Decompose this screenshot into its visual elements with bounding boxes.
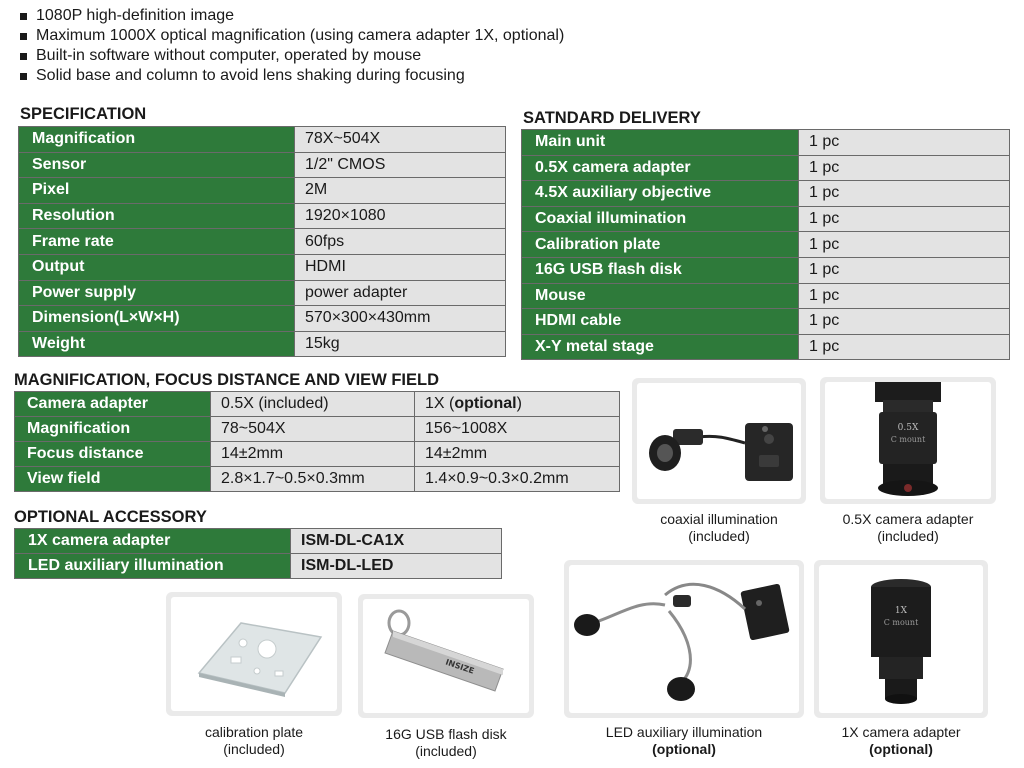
table-row — [19, 152, 506, 178]
spec-value: 78X~504X — [295, 127, 506, 153]
spec-label: Output — [19, 254, 295, 280]
accessory-label: LED auxiliary illumination — [15, 554, 291, 579]
caption-line: 1X camera adapter — [841, 724, 961, 740]
spec-label: Pixel — [19, 178, 295, 204]
table-row — [15, 442, 620, 467]
mag-value-1x: 1.4×0.9~0.3×0.2mm — [415, 467, 620, 492]
feature-item: Solid base and column to avoid lens shaking during focusing — [18, 66, 564, 86]
table-row — [522, 206, 1010, 232]
adapter-1x-caption — [814, 724, 988, 758]
spec-value: 1/2" CMOS — [295, 152, 506, 178]
delivery-heading: SATNDARD DELIVERY — [523, 109, 701, 127]
caption-line: (included) — [415, 743, 477, 759]
delivery-qty: 1 pc — [799, 232, 1010, 258]
accessory-label: 1X camera adapter — [15, 529, 291, 554]
led-illumination-image — [569, 565, 799, 713]
accessory-code: ISM-DL-LED — [291, 554, 502, 579]
feature-item: 1080P high-definition image — [18, 6, 564, 26]
spec-label: Dimension(L×W×H) — [19, 306, 295, 332]
caption-line: 0.5X camera adapter — [842, 511, 974, 527]
delivery-label: HDMI cable — [522, 309, 799, 335]
optional-emphasis: optional — [656, 741, 712, 757]
delivery-qty: 1 pc — [799, 181, 1010, 207]
calibration-plate-caption — [166, 724, 342, 758]
text-suffix: ) — [516, 395, 522, 412]
spec-value: 1920×1080 — [295, 203, 506, 229]
optional-emphasis: optional — [873, 741, 929, 757]
spec-value: 2M — [295, 178, 506, 204]
delivery-qty: 1 pc — [799, 334, 1010, 360]
accessory-heading: OPTIONAL ACCESSORY — [14, 508, 207, 526]
table-row — [15, 467, 620, 492]
delivery-qty: 1 pc — [799, 283, 1010, 309]
feature-item: Maximum 1000X optical magnification (using camera adapter 1X, optional) — [18, 26, 564, 46]
mag-value-half: 2.8×1.7~0.5×0.3mm — [211, 467, 415, 492]
delivery-qty: 1 pc — [799, 257, 1010, 283]
table-row — [19, 306, 506, 332]
accessory-table — [14, 528, 502, 579]
delivery-qty: 1 pc — [799, 130, 1010, 156]
table-row — [15, 417, 620, 442]
lens-marking: 1X — [894, 606, 908, 616]
mag-label: Focus distance — [15, 442, 211, 467]
table-row — [19, 229, 506, 255]
calibration-plate-image — [171, 597, 337, 711]
spec-label: Resolution — [19, 203, 295, 229]
adapter-05x-image — [825, 382, 991, 499]
coaxial-illumination-photo — [632, 378, 806, 504]
delivery-label: Mouse — [522, 283, 799, 309]
caption-line: (included) — [688, 528, 750, 544]
spec-label: Sensor — [19, 152, 295, 178]
table-row — [15, 554, 502, 579]
mag-value-1x: 156~1008X — [415, 417, 620, 442]
text-prefix: 1X ( — [425, 395, 455, 412]
table-row — [522, 309, 1010, 335]
table-row — [19, 280, 506, 306]
table-row — [522, 334, 1010, 360]
spec-value: HDMI — [295, 254, 506, 280]
magnification-heading: MAGNIFICATION, FOCUS DISTANCE AND VIEW FIELD — [14, 371, 440, 389]
delivery-label: Calibration plate — [522, 232, 799, 258]
spec-label: Frame rate — [19, 229, 295, 255]
caption-line: calibration plate — [204, 724, 304, 740]
spec-label: Magnification — [19, 127, 295, 153]
table-row — [19, 178, 506, 204]
caption-line: 16G USB flash disk — [385, 726, 507, 742]
lens-marking: C mount — [883, 618, 919, 627]
caption-line: (included) — [877, 528, 939, 544]
table-row — [19, 127, 506, 153]
usb-flash-disk-photo — [358, 594, 534, 718]
mag-value-half: 0.5X (included) — [211, 392, 415, 417]
feature-item: Built-in software without computer, operated by mouse — [18, 46, 564, 66]
specification-table — [18, 126, 506, 357]
feature-list — [18, 6, 564, 86]
usb-flash-disk-image — [363, 599, 529, 713]
usb-brand-mark: INSIZE — [444, 657, 476, 676]
table-row — [19, 331, 506, 357]
delivery-label: 4.5X auxiliary objective — [522, 181, 799, 207]
specification-heading: SPECIFICATION — [20, 105, 147, 123]
delivery-label: Coaxial illumination — [522, 206, 799, 232]
spec-value: 60fps — [295, 229, 506, 255]
table-row — [522, 257, 1010, 283]
caption-line: LED auxiliary illumination — [605, 724, 763, 740]
table-row — [15, 529, 502, 554]
adapter-1x-photo — [814, 560, 988, 718]
table-row — [522, 232, 1010, 258]
spec-value: power adapter — [295, 280, 506, 306]
caption-line: coaxial illumination — [660, 511, 778, 527]
mag-label: Magnification — [15, 417, 211, 442]
mag-value-1x: 14±2mm — [415, 442, 620, 467]
lens-marking: C mount — [890, 435, 926, 444]
optional-emphasis: optional — [454, 395, 517, 412]
delivery-qty: 1 pc — [799, 309, 1010, 335]
spec-label: Weight — [19, 331, 295, 357]
text-suffix: ) — [928, 741, 933, 757]
caption-line — [814, 741, 988, 758]
magnification-table — [14, 391, 620, 492]
table-row — [19, 254, 506, 280]
led-illumination-caption — [564, 724, 804, 758]
spec-value: 15kg — [295, 331, 506, 357]
delivery-label: 16G USB flash disk — [522, 257, 799, 283]
delivery-table — [521, 129, 1010, 360]
calibration-plate-photo — [166, 592, 342, 716]
spec-label: Power supply — [19, 280, 295, 306]
delivery-label: 0.5X camera adapter — [522, 155, 799, 181]
delivery-qty: 1 pc — [799, 155, 1010, 181]
mag-value-half: 78~504X — [211, 417, 415, 442]
delivery-label: Main unit — [522, 130, 799, 156]
table-row — [522, 181, 1010, 207]
table-row — [522, 130, 1010, 156]
table-row — [15, 392, 620, 417]
usb-flash-disk-caption — [358, 726, 534, 760]
table-row — [522, 283, 1010, 309]
accessory-code: ISM-DL-CA1X — [291, 529, 502, 554]
lens-marking: 0.5X — [897, 423, 919, 433]
adapter-05x-caption — [820, 511, 996, 545]
spec-value: 570×300×430mm — [295, 306, 506, 332]
caption-line: (included) — [223, 741, 285, 757]
coaxial-illumination-image — [637, 383, 801, 499]
text-suffix: ) — [711, 741, 716, 757]
text-prefix: ( — [869, 741, 874, 757]
caption-line — [564, 741, 804, 758]
text-prefix: ( — [652, 741, 657, 757]
coaxial-illumination-caption — [632, 511, 806, 545]
mag-value-half: 14±2mm — [211, 442, 415, 467]
table-row — [19, 203, 506, 229]
mag-label: View field — [15, 467, 211, 492]
mag-value-1x — [415, 392, 620, 417]
delivery-qty: 1 pc — [799, 206, 1010, 232]
led-illumination-photo — [564, 560, 804, 718]
adapter-1x-image — [819, 565, 983, 713]
adapter-05x-photo — [820, 377, 996, 504]
mag-label: Camera adapter — [15, 392, 211, 417]
table-row — [522, 155, 1010, 181]
delivery-label: X-Y metal stage — [522, 334, 799, 360]
